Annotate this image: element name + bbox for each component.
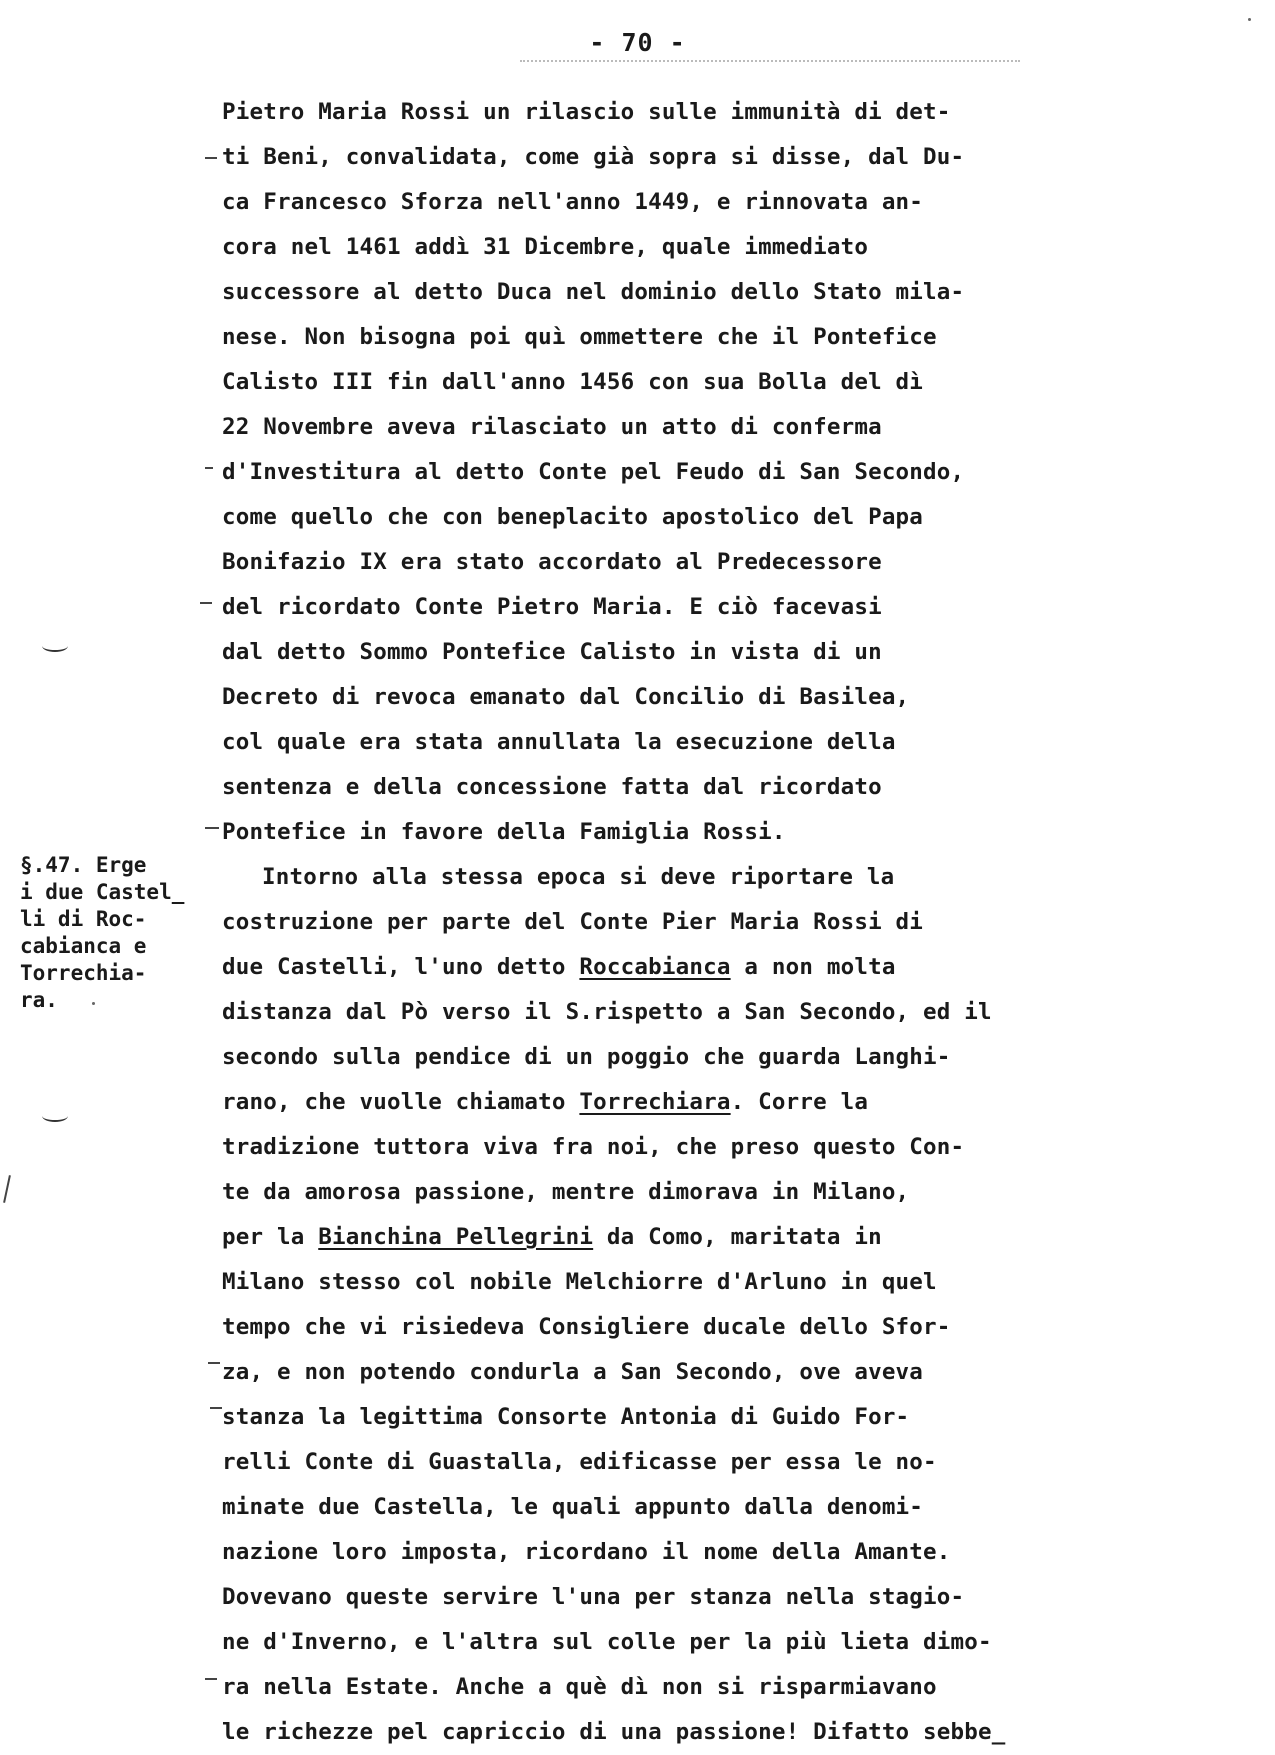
margin-note-line: cabianca e	[20, 934, 147, 958]
text-line: costruzione per parte del Conte Pier Maria Rossi di	[222, 909, 924, 935]
text-line: successore al detto Duca nel dominio dello Stato mila-	[222, 279, 965, 305]
text-line: cora nel 1461 addì 31 Dicembre, quale immediato	[222, 234, 869, 260]
text-line: relli Conte di Guastalla, edificasse per essa le no-	[222, 1449, 937, 1475]
text-line: tempo che vi risiedeva Consigliere ducale dello Sfor-	[222, 1314, 951, 1340]
scan-mark	[208, 1362, 220, 1364]
text-line: ne d'Inverno, e l'altra sul colle per la più lieta dimo-	[222, 1629, 992, 1655]
text-line: sentenza e della concessione fatta dal ricordato	[222, 774, 882, 800]
scan-mark	[3, 1175, 11, 1203]
text-line: tradizione tuttora viva fra noi, che preso questo Con-	[222, 1134, 965, 1160]
margin-note-line: Torrechia-	[20, 961, 147, 985]
text-line: ca Francesco Sforza nell'anno 1449, e rinnovata an-	[222, 189, 924, 215]
scan-mark	[205, 827, 219, 829]
margin-note-line: ra.	[20, 988, 58, 1012]
text-line: Calisto III fin dall'anno 1456 con sua Bolla del dì	[222, 369, 924, 395]
text-line	[222, 1080, 1222, 1125]
page-number: - 70 -	[589, 28, 686, 57]
text-line: nazione loro imposta, ricordano il nome della Amante.	[222, 1539, 951, 1565]
margin-note	[20, 852, 210, 1014]
text-line: stanza la legittima Consorte Antonia di Guido For-	[222, 1404, 910, 1430]
text-line: Bonifazio IX era stato accordato al Predecessore	[222, 549, 882, 575]
text-line: come quello che con beneplacito apostolico del Papa	[222, 504, 924, 530]
underlined-name: Bianchina Pellegrini	[318, 1224, 594, 1250]
text-line: Dovevano queste servire l'una per stanza nella stagio-	[222, 1584, 965, 1610]
scan-mark	[42, 640, 68, 652]
scan-mark	[210, 1407, 222, 1409]
text-segment: due Castelli, l'uno detto	[222, 954, 580, 980]
text-line	[222, 1215, 1222, 1260]
body-text	[222, 90, 1222, 1755]
text-line: ra nella Estate. Anche a què dì non si risparmiavano	[222, 1674, 937, 1700]
text-segment: a non molta	[730, 954, 896, 980]
margin-note-line: li di Roc-	[20, 907, 147, 931]
text-line: 22 Novembre aveva rilasciato un atto di conferma	[222, 414, 882, 440]
text-line	[222, 945, 1222, 990]
scan-mark	[205, 467, 213, 469]
text-line: Intorno alla stessa epoca si deve riportare la	[262, 864, 895, 890]
underlined-name: Roccabianca	[579, 954, 731, 980]
scan-mark	[42, 1110, 68, 1122]
text-line: ti Beni, convalidata, come già sopra si disse, dal Du-	[222, 144, 965, 170]
text-line: distanza dal Pò verso il S.rispetto a San Secondo, ed il	[222, 999, 992, 1025]
text-line: nese. Non bisogna poi quì ommettere che il Pontefice	[222, 324, 937, 350]
scan-mark	[205, 1678, 217, 1680]
text-segment: rano, che vuolle chiamato	[222, 1089, 580, 1115]
text-segment: . Corre la	[730, 1089, 869, 1115]
margin-note-line: i due Castel_	[20, 880, 185, 904]
scan-mark	[205, 157, 217, 159]
text-line: Decreto di revoca emanato dal Concilio di Basilea,	[222, 684, 910, 710]
text-line: za, e non potendo condurla a San Secondo, ove aveva	[222, 1359, 924, 1385]
text-line: Pietro Maria Rossi un rilascio sulle immunità di det-	[222, 99, 951, 125]
text-line: dal detto Sommo Pontefice Calisto in vista di un	[222, 639, 882, 665]
text-line: te da amorosa passione, mentre dimorava in Milano,	[222, 1179, 910, 1205]
text-line: del ricordato Conte Pietro Maria. E ciò facevasi	[222, 594, 882, 620]
text-line: minate due Castella, le quali appunto dalla denomi-	[222, 1494, 924, 1520]
margin-note-line: §.47. Erge	[20, 853, 147, 877]
text-line: le richezze pel capriccio di una passione! Difatto sebbe_	[222, 1719, 1006, 1745]
underlined-name: Torrechiara	[579, 1089, 731, 1115]
scan-dotted-artifact	[520, 60, 1020, 62]
text-line: secondo sulla pendice di un poggio che guarda Langhi-	[222, 1044, 951, 1070]
text-segment: per la	[222, 1224, 319, 1250]
scan-mark	[200, 602, 212, 604]
text-segment: da Como, maritata in	[593, 1224, 882, 1250]
text-line: Milano stesso col nobile Melchiorre d'Arluno in quel	[222, 1269, 937, 1295]
text-line: Pontefice in favore della Famiglia Rossi.	[222, 819, 786, 845]
text-line: col quale era stata annullata la esecuzione della	[222, 729, 896, 755]
scan-mark	[1248, 18, 1251, 21]
scan-mark	[92, 1002, 95, 1005]
text-line: d'Investitura al detto Conte pel Feudo di San Secondo,	[222, 459, 965, 485]
